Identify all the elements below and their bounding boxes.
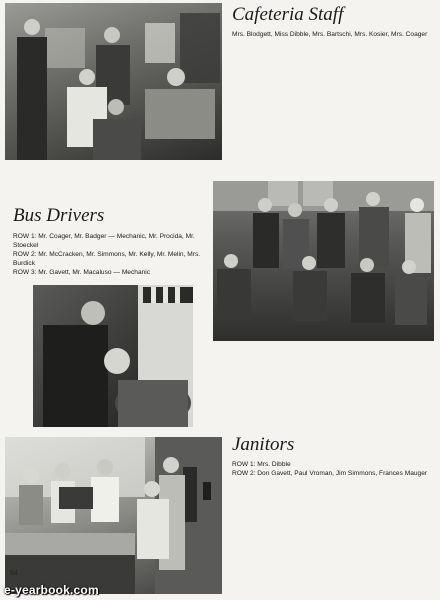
janitors-row-1: ROW 1: Mrs. Dibble xyxy=(232,461,291,468)
bus-drivers-photo xyxy=(213,181,434,341)
bus-drivers-caption xyxy=(13,233,203,277)
cafeteria-staff-photo xyxy=(5,3,222,160)
mechanics-photo xyxy=(33,285,193,427)
page-number: 84 xyxy=(10,570,18,577)
cafeteria-staff-caption: Mrs. Blodgett, Miss Dibble, Mrs. Bartschi, Mrs. Kosier, Mrs. Coager xyxy=(232,31,428,38)
cafeteria-staff-heading: Cafeteria Staff xyxy=(232,4,344,25)
watermark: e-yearbook.com xyxy=(4,583,99,597)
janitors-row-2: ROW 2: Don Gavett, Paul Vroman, Jim Simmons, Frances Mauger xyxy=(232,469,428,477)
bus-drivers-row-2: ROW 2: Mr. McCracken, Mr. Simmons, Mr. Kelly, Mr. Melin, Mrs. Burdick xyxy=(13,250,201,267)
bus-drivers-heading: Bus Drivers xyxy=(13,205,105,226)
janitors-caption xyxy=(232,461,432,479)
bus-drivers-row-1: ROW 1: Mr. Coager, Mr. Badger — Mechanic, Mr. Procida, Mr. Stoeckel xyxy=(13,233,195,249)
janitors-heading: Janitors xyxy=(232,434,295,455)
bus-drivers-row-3: ROW 3: Mr. Gavett, Mr. Macaluso — Mechanic xyxy=(13,268,151,276)
janitors-photo xyxy=(5,437,222,594)
